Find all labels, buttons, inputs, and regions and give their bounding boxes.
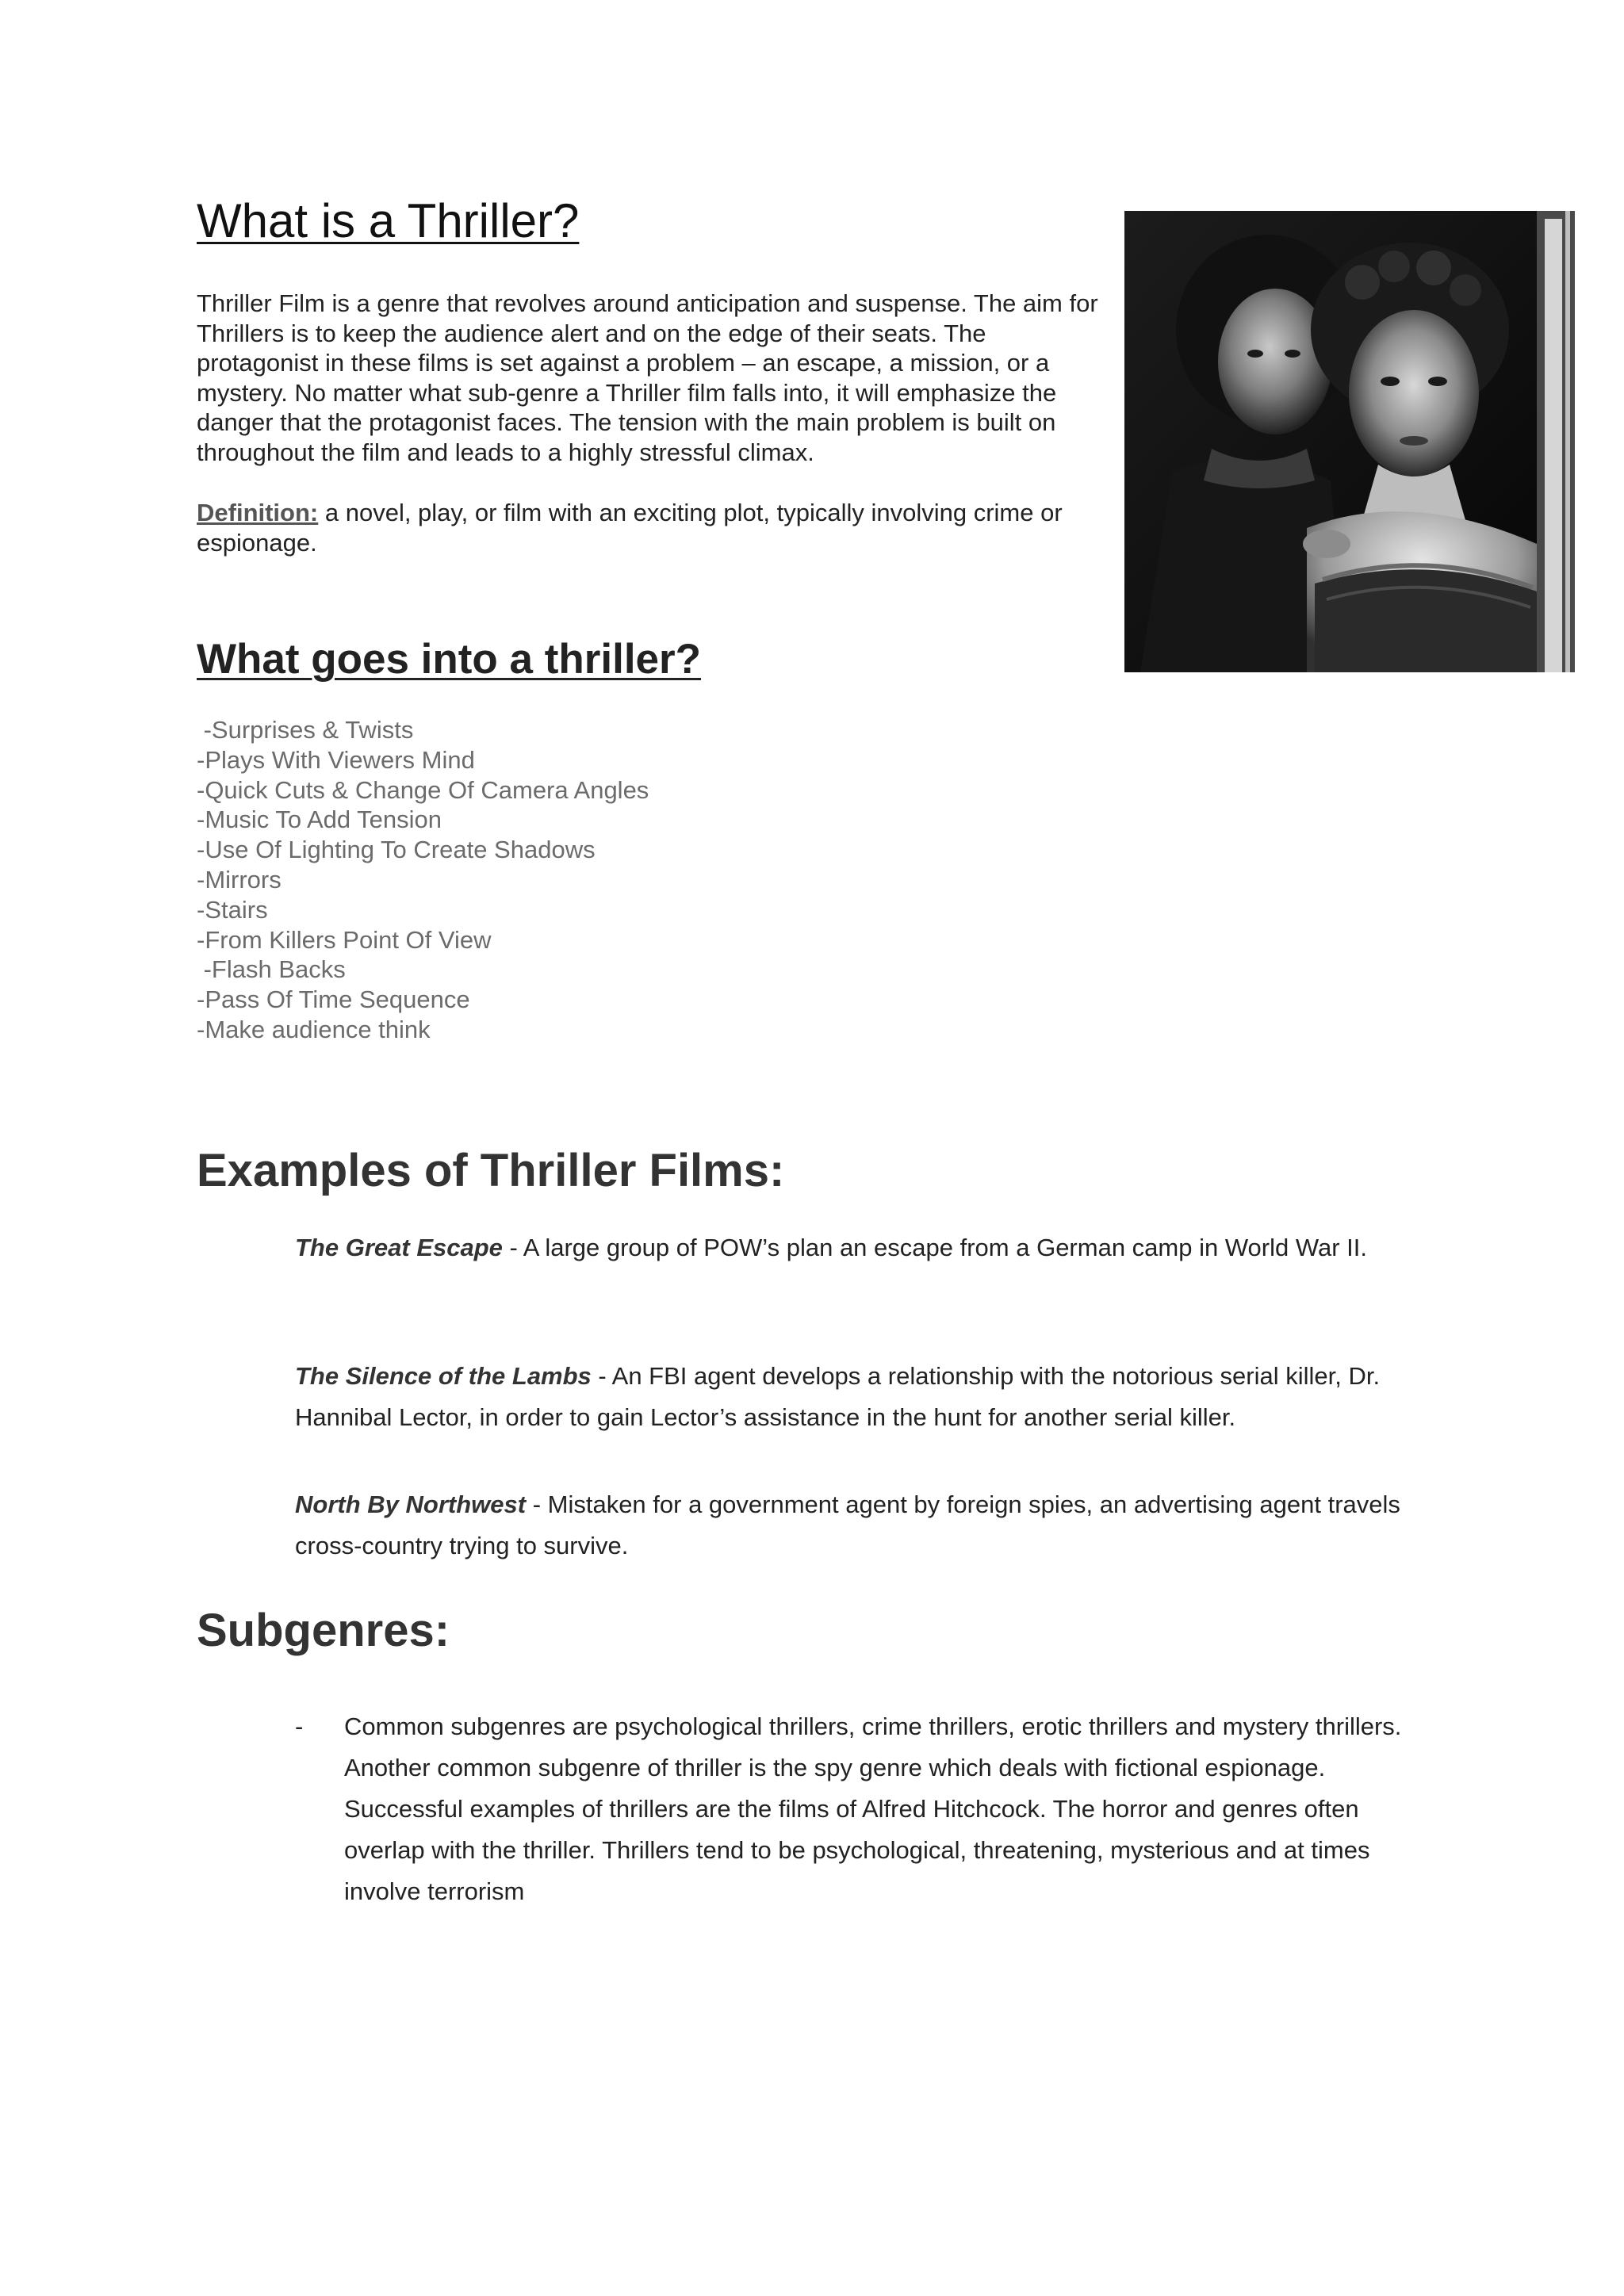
- film-example: [295, 1227, 1421, 1269]
- list-item: -From Killers Point Of View: [197, 925, 492, 954]
- film-description: - A large group of POW’s plan an escape from a German camp in World War II.: [502, 1234, 1367, 1261]
- list-item: -Flash Backs: [197, 955, 346, 984]
- definition-paragraph: [197, 498, 1101, 557]
- photo-illustration: [1124, 211, 1575, 672]
- definition-label: Definition:: [197, 499, 319, 526]
- heading-subgenres: Subgenres:: [197, 1605, 450, 1656]
- heading-what-goes-into-thriller: What goes into a thriller?: [197, 636, 702, 683]
- film-example: [295, 1356, 1421, 1438]
- list-item: -Plays With Viewers Mind: [197, 745, 475, 774]
- list-item: -Surprises & Twists: [197, 716, 414, 744]
- film-description: - Mistaken for a government agent by foreign spies, an advertising agent travels cross-country trying to survive.: [295, 1490, 1400, 1559]
- heading-examples: Examples of Thriller Films:: [197, 1145, 785, 1196]
- subgenres-bullet-item: [295, 1706, 1437, 1912]
- film-description: - An FBI agent develops a relationship with the notorious serial killer, Dr. Hannibal Lector, in order to gain Lector’s assistance in the hunt for another serial killer.: [295, 1362, 1381, 1431]
- film-title: The Great Escape: [295, 1234, 503, 1261]
- thriller-still-photo: [1124, 211, 1575, 672]
- list-item: -Quick Cuts & Change Of Camera Angles: [197, 775, 649, 804]
- heading-what-is-thriller: What is a Thriller?: [197, 194, 580, 247]
- list-item: -Use Of Lighting To Create Shadows: [197, 836, 596, 864]
- list-item: -Music To Add Tension: [197, 806, 442, 834]
- list-item: -Make audience think: [197, 1015, 431, 1043]
- thriller-elements-list: [197, 715, 649, 1045]
- film-title: North By Northwest: [295, 1490, 527, 1518]
- list-item: -Stairs: [197, 895, 268, 924]
- list-item: -Pass Of Time Sequence: [197, 985, 470, 1014]
- list-item: -Mirrors: [197, 865, 282, 894]
- bullet-dash: -: [295, 1712, 304, 1740]
- definition-text: a novel, play, or film with an exciting plot, typically involving crime or espionage.: [197, 499, 1063, 557]
- film-example: [295, 1484, 1421, 1567]
- subgenres-text: Common subgenres are psychological thrillers, crime thrillers, erotic thrillers and mystery thrillers. Another common subgenre of thriller is the spy genre which deals with fictional espionage. Successful examples of thrillers are the films of Alfred Hitchcock. The horror and genres often overlap with the thriller. Thrillers tend to be psychological, threatening, mysterious and at times involve terrorism: [344, 1712, 1402, 1905]
- film-title: The Silence of the Lambs: [295, 1362, 592, 1390]
- intro-paragraph: Thriller Film is a genre that revolves around anticipation and suspense. The aim for Thrillers is to keep the audience alert and on the edge of their seats. The protagonist in these films is set against a problem – an escape, a mission, or a mystery. No matter what sub-genre a Thriller film falls into, it will emphasize the danger that the protagonist faces. The tension with the main problem is built on throughout the film and leads to a highly stressful climax.: [197, 289, 1098, 466]
